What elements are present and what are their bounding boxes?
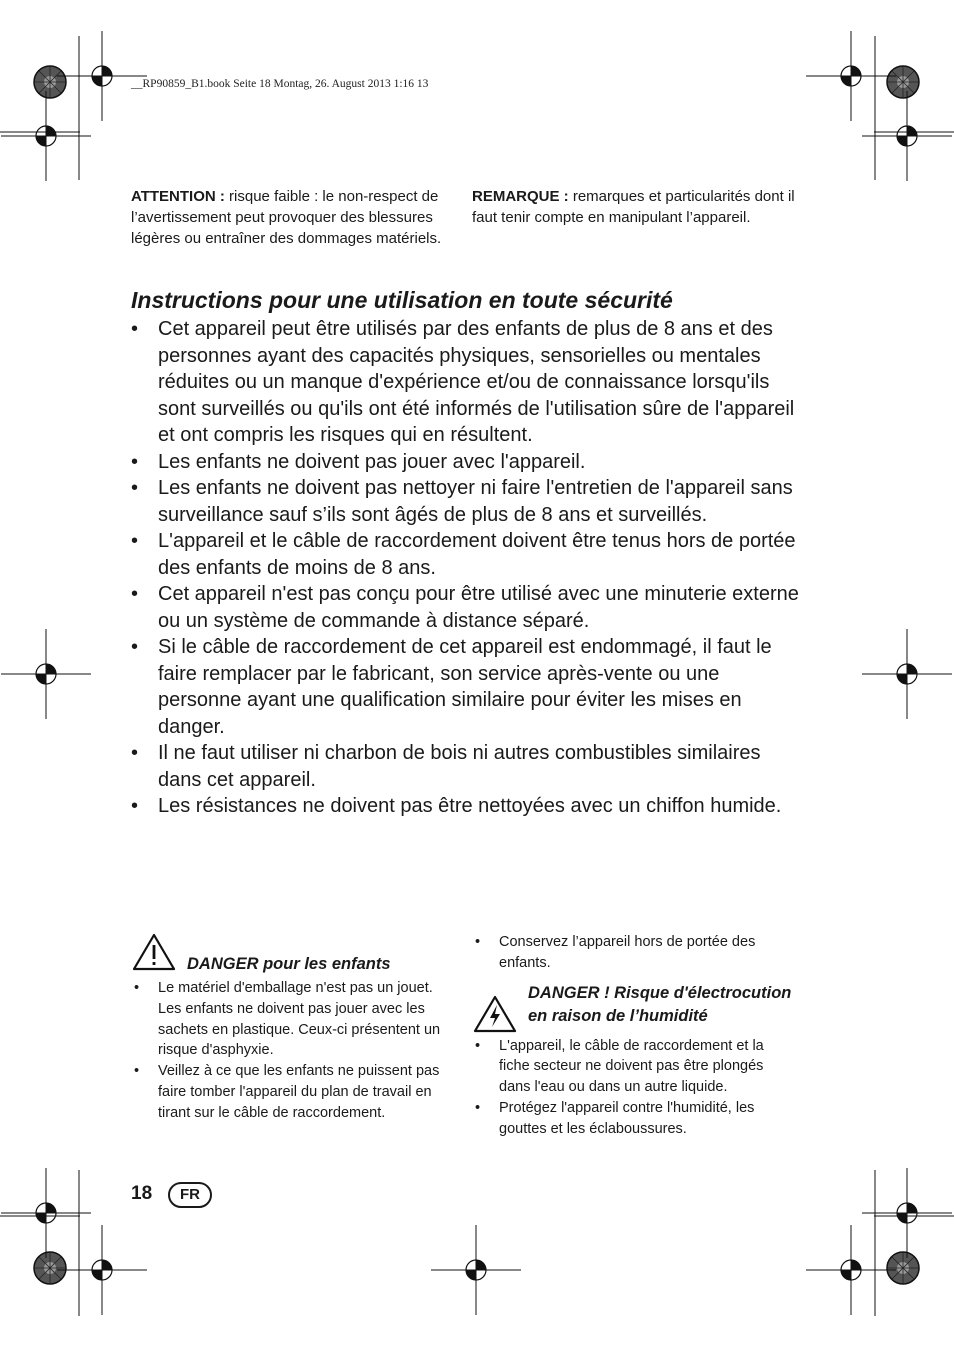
danger-children-title: DANGER pour les enfants (187, 955, 391, 973)
list-item: • Si le câble de raccordement de cet appareil est endommagé, il faut le faire remplacer par le fabricant, son service après-vente ou une personne ayant une qualification similaire pour éviter les mises en danger. (131, 634, 799, 740)
danger-children-header (131, 932, 449, 976)
page-number: 18 (131, 1183, 153, 1204)
print-file-info: __RP90859_B1.book Seite 18 Montag, 26. August 2013 1:16 13 (131, 78, 429, 90)
list-item: • L'appareil, le câble de raccordement et la fiche secteur ne doivent pas être plongés dans l'eau ou dans un autre liquide. (472, 1036, 794, 1098)
list-item: • Les résistances ne doivent pas être nettoyées avec un chiffon humide. (131, 793, 799, 820)
remark-note (472, 186, 797, 228)
danger-electric-list (472, 1036, 794, 1140)
remark-text: remarques et particularités dont il faut tenir compte en manipulant l’appareil. (472, 188, 795, 226)
list-item: • Protégez l'appareil contre l'humidité, les gouttes et les éclaboussures. (472, 1098, 794, 1140)
list-item: • Cet appareil n'est pas conçu pour être utilisé avec une minuterie externe ou un système de commande à distance séparé. (131, 581, 799, 634)
attention-note (131, 186, 453, 249)
list-item: • Veillez à ce que les enfants ne puissent pas faire tomber l'appareil du plan de travail en tirant sur le câble de raccordement. (131, 1061, 449, 1123)
remark-label: REMARQUE : (472, 188, 569, 205)
danger-children-block (131, 932, 449, 1124)
attention-label: ATTENTION : (131, 188, 225, 205)
language-badge: FR (168, 1182, 212, 1208)
list-item: • Il ne faut utiliser ni charbon de bois ni autres combustibles similaires dans cet appareil. (131, 740, 799, 793)
list-item: • Conservez l’appareil hors de portée des enfants. (472, 932, 794, 974)
right-intro-list (472, 932, 794, 974)
attention-text: risque faible : le non-respect de l’avertissement peut provoquer des blessures légères ou entraîner des dommages matériels. (131, 188, 442, 247)
danger-electric-title: DANGER ! Risque d'électrocution en raison de l’humidité (528, 983, 792, 1025)
list-item: • L'appareil et le câble de raccordement doivent être tenus hors de portée des enfants de moins de 8 ans. (131, 528, 799, 581)
danger-children-list (131, 978, 449, 1124)
section-title: Instructions pour une utilisation en toute sécurité (131, 287, 673, 313)
list-item: • Les enfants ne doivent pas nettoyer ni faire l'entretien de l'appareil sans surveillance sauf s’ils sont âgés de plus de 8 ans et surveillés. (131, 475, 799, 528)
list-item: • Le matériel d'emballage n'est pas un jouet. Les enfants ne doivent pas jouer avec les sachets en plastique. Ceux-ci présentent un risque d'asphyxie. (131, 978, 449, 1061)
list-item: • Cet appareil peut être utilisés par des enfants de plus de 8 ans et des personnes ayant des capacités physiques, sensorielles ou mentales réduites ou un manque d'expérience et/ou de connaissance lorsqu'ils sont surveillés ou qu'ils ont été informés de l'utilisation sûre de l'appareil et ont compris les risques qui en résultent. (131, 316, 799, 449)
list-item: • Les enfants ne doivent pas jouer avec l'appareil. (131, 449, 799, 476)
electric-shock-warning-icon (472, 994, 518, 1034)
warning-triangle-icon (131, 932, 177, 972)
safety-instructions-list (131, 316, 799, 820)
danger-electric-header (472, 982, 794, 1034)
right-column (472, 932, 794, 1140)
